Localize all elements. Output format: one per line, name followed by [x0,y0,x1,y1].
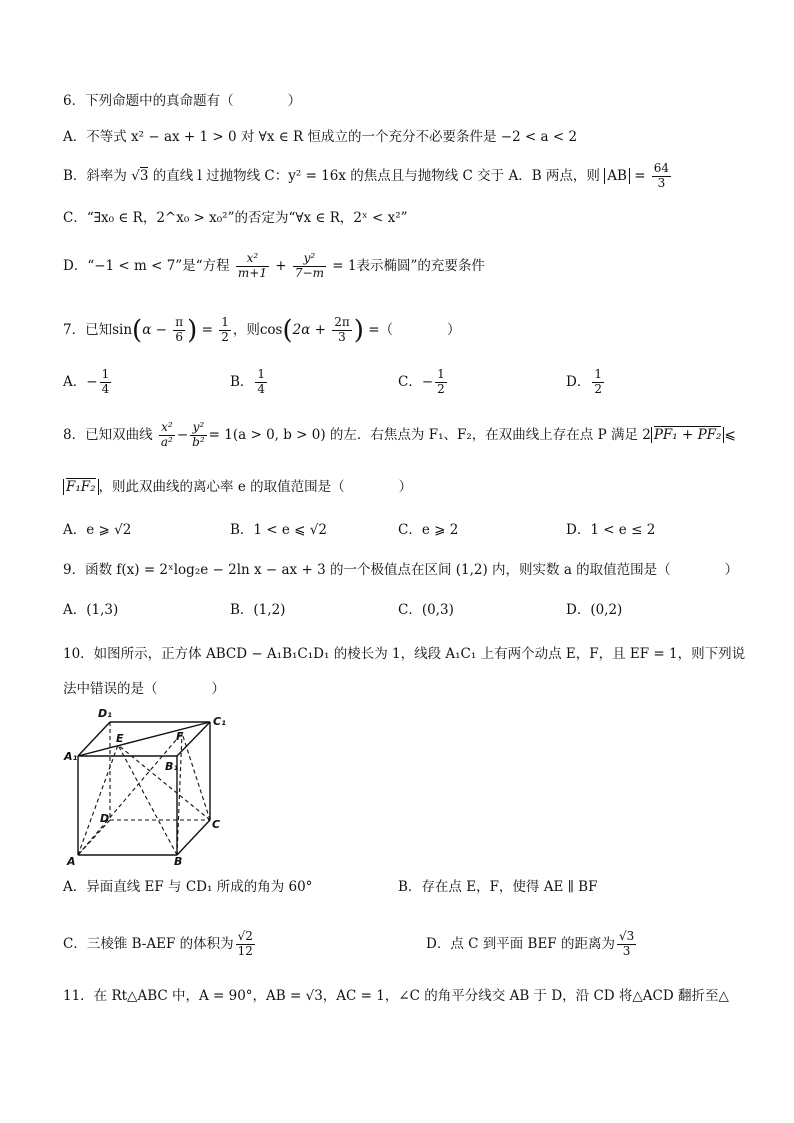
q10-option-a: A．异面直线 EF 与 CD₁ 所成的角为 60° [63,879,313,895]
q11-stem: 11．在 Rt△ABC 中，A = 90°，AB = √3，AC = 1，∠C 的角平分线交 AB 于 D，沿 CD 将△ACD 翻折至△ [63,988,729,1004]
fig-label-b: B [174,855,183,868]
q7-option-a: A．− $\frac{1}{4}$ [63,367,110,396]
q6-option-a: A．不等式 x² − ax + 1 > 0 对 ∀x ∈ R 恒成立的一个充分不必要条件是 −2 < a < 2 [63,129,578,145]
q7-option-b: B． $\frac{1}{4}$ [230,367,266,396]
fig-label-a1: A₁ [64,750,78,763]
q8-option-a: A．e ⩾ √2 [63,522,132,538]
fig-label-a: A [67,855,76,868]
q8-stem-line2: F₁F₂ ，则此双曲线的离心率 e 的取值范围是（ ） [63,481,412,495]
q10-option-d: D．点 C 到平面 BEF 的距离为 $\frac{√3}{3}$ [426,929,635,958]
fig-label-e: E [116,732,124,745]
q7-stem: 7．已知sin(α − $\frac{\pi}{6}$ ) = $\frac{1}{2}$ ，则cos(2α + $\frac{2\pi}{3}$ ) =（ ） [63,315,461,346]
q9-option-d: D．(0,2) [566,602,623,618]
q10-option-b: B．存在点 E，F，使得 AE ∥ BF [398,879,598,895]
q10-option-c: C．三棱锥 B-AEF 的体积为 $\frac{√2}{12}$ [63,929,253,958]
q7-option-c: C．− $\frac{1}{2}$ [398,367,445,396]
q10-stem: 10．如图所示，正方体 ABCD − A₁B₁C₁D₁ 的棱长为 1，线段 A₁C₁ 上有两个动点 E，F，且 EF = 1，则下列说 [63,646,746,662]
q8-stem: 8．已知双曲线 $\frac{\text{x²}}{\text{a²}}$ − $\frac{\text{y²}}{\text{b²}}$ = 1(a > 0, b > 0) 的左．右焦点为 F₁、F₂，在双曲线上存在点 P 满足 2 PF₁ + PF₂ ⩽ [63,420,736,449]
q9-option-b: B．(1,2) [230,602,286,618]
q9-option-a: A．(1,3) [63,602,119,618]
fig-label-c1: C₁ [213,715,226,728]
q8-option-b: B．1 < e ⩽ √2 [230,522,327,538]
q7-option-d: D． $\frac{1}{2}$ [566,367,602,396]
q6-option-d: D．“−1 < m < 7”是“方程 $\frac{\text{x²}}{m+1}$ + $\frac{\text{y²}}{7-m}$ = 1表示椭圆”的充要条件 [63,251,485,280]
fig-label-c: C [212,818,221,831]
q9-option-c: C．(0,3) [398,602,454,618]
fig-label-b1: B₁ [165,760,179,773]
fig-label-f: F [176,730,184,743]
q10-stem-line2: 法中错误的是（ ） [63,681,225,697]
fig-label-d: D [100,812,110,825]
q8-option-c: C．e ⩾ 2 [398,522,459,538]
q8-option-d: D．1 < e ≤ 2 [566,522,656,538]
fig-label-d1: D₁ [98,707,112,720]
q6-stem: 6．下列命题中的真命题有（ ） [63,93,302,109]
q9-stem: 9．函数 f(x) = 2ˣlog₂e − 2ln x − ax + 3 的一个极值点在区间 (1,2) 内，则实数 a 的取值范围是（ ） [63,562,739,578]
q6-option-c: C．“∃x₀ ∈ R，2^x₀ > x₀²”的否定为“∀x ∈ R，2ˣ < x²” [63,210,408,226]
cube-figure [62,700,232,870]
q6-option-b: B．斜率为 √3 的直线 l 过抛物线 C：y² = 16x 的焦点且与抛物线 C 交于 A．B 两点，则 AB = $\frac{64}{3}$ [63,161,670,190]
